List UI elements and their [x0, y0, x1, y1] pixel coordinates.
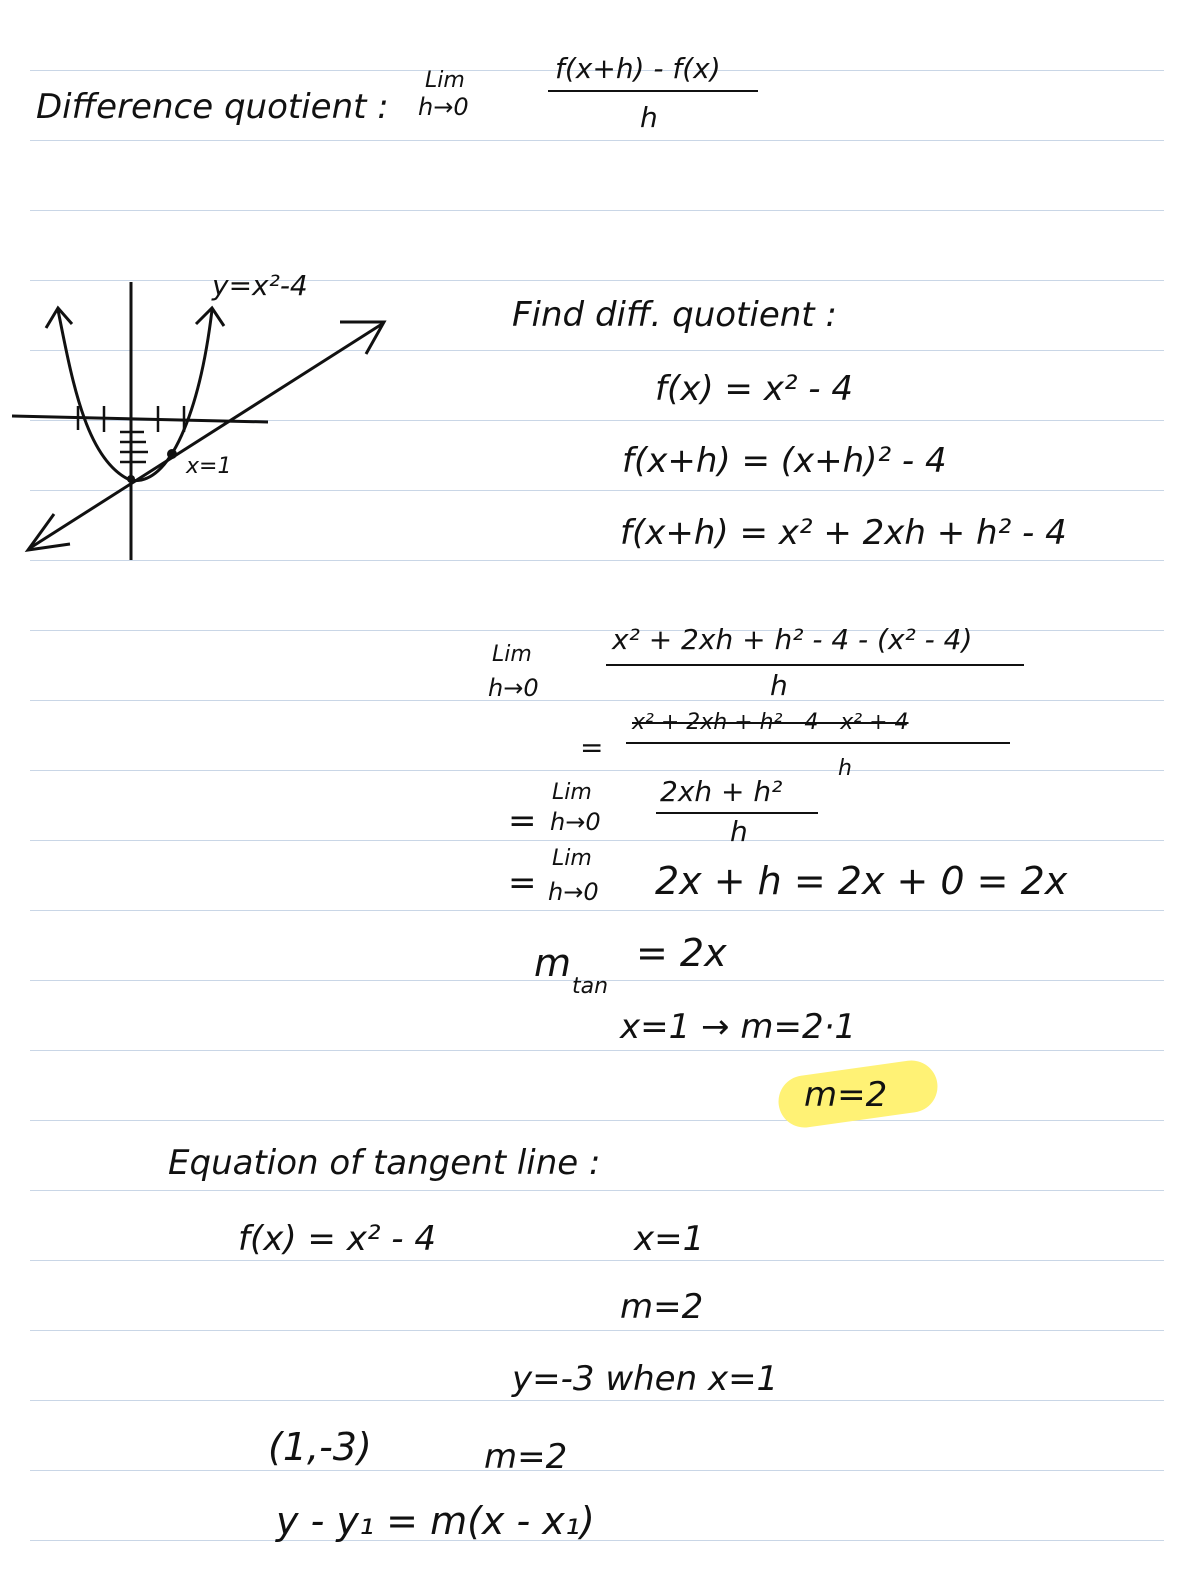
frac3-numerator: 2xh + h² [660, 775, 783, 808]
frac2-bar [626, 742, 1010, 744]
mtan-m: m [534, 941, 572, 985]
frac3-lim-sub: h→0 [550, 808, 601, 836]
work-line-fxh: f(x+h) = (x+h)² - 4 [622, 441, 947, 481]
point-label: x=1 [186, 454, 232, 479]
frac3-lim: Lim [552, 780, 592, 805]
work-lim: Lim [492, 642, 532, 667]
tangent-x-value: x=1 [634, 1219, 705, 1259]
frac1-denominator: h [770, 669, 788, 702]
tangent-point [167, 449, 177, 459]
frac2-denominator: h [838, 756, 852, 781]
work-line-expanded: f(x+h) = x² + 2xh + h² - 4 [620, 513, 1067, 553]
tangent-point-slope-m: m=2 [484, 1437, 568, 1477]
work-heading: Find diff. quotient : [512, 295, 837, 335]
header-fraction-bar [548, 90, 758, 92]
header-lim-sub: h→0 [418, 93, 469, 121]
simplified-equals: = [508, 863, 537, 903]
work-line-fx: f(x) = x² - 4 [655, 369, 853, 409]
frac2-equals: = [580, 731, 604, 764]
vertex-point [127, 475, 135, 483]
mtan-value: = 2x [636, 931, 727, 975]
simplified-lim-sub: h→0 [548, 878, 599, 906]
point-slope-formula: y - y₁ = m(x - x₁) [276, 1499, 595, 1543]
work-lim-sub: h→0 [488, 674, 539, 702]
slope-at-point: x=1 → m=2·1 [620, 1007, 857, 1047]
mtan-subscript: tan [572, 974, 609, 999]
frac3-denominator: h [730, 815, 748, 848]
tangent-m-value: m=2 [620, 1287, 704, 1327]
tangent-point-coords: (1,-3) [268, 1425, 372, 1469]
graph-svg [0, 260, 400, 560]
tangent-heading: Equation of tangent line : [168, 1143, 601, 1183]
page-title: Difference quotient : [36, 87, 389, 127]
tangent-fx: f(x) = x² - 4 [238, 1219, 436, 1259]
tangent-y-when: y=-3 when x=1 [512, 1359, 779, 1399]
frac3-equals: = [508, 801, 537, 841]
frac3-bar [656, 812, 818, 814]
frac2-numerator: x² + 2xh + h² - 4 - x² + 4 [632, 710, 909, 735]
slope-result: m=2 [804, 1075, 888, 1115]
simplified-result: 2x + h = 2x + 0 = 2x [655, 859, 1068, 903]
frac1-numerator: x² + 2xh + h² - 4 - (x² - 4) [612, 623, 973, 656]
header-denominator: h [640, 101, 658, 134]
frac1-bar [606, 664, 1024, 666]
header-numerator: f(x+h) - f(x) [555, 52, 721, 85]
curve-label: y=x²-4 [212, 269, 308, 302]
header-lim: Lim [425, 68, 465, 93]
simplified-lim: Lim [552, 846, 592, 871]
